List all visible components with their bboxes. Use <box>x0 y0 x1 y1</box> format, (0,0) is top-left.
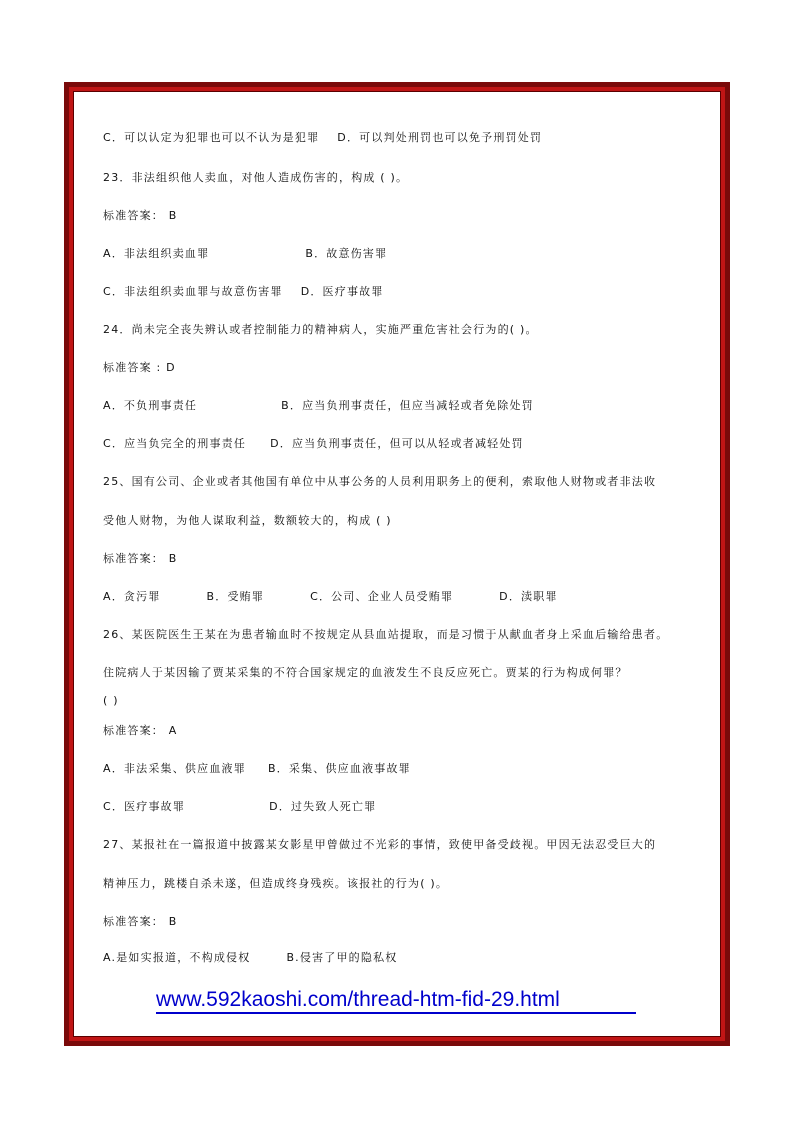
answer-27: 标准答案： B <box>103 915 178 928</box>
option-b: B．受贿罪 <box>206 590 265 603</box>
footer-link-underline <box>156 1012 636 1014</box>
option-b: B．故意伤害罪 <box>305 247 388 260</box>
option-b: B．采集、供应血液事故罪 <box>267 762 411 775</box>
option-c: C．应当负完全的刑事责任 <box>103 437 247 450</box>
option-d: D．渎职罪 <box>499 590 558 603</box>
question-24: 24．尚未完全丧失辨认或者控制能力的精神病人，实施严重危害社会行为的( )。 <box>103 323 538 336</box>
answer-23: 标准答案： B <box>103 209 178 222</box>
option-row <box>103 131 542 145</box>
option-d: D．应当负刑事责任，但可以从轻或者减轻处罚 <box>270 437 524 450</box>
option-d: D．过失致人死亡罪 <box>269 800 377 813</box>
option-row <box>103 399 534 413</box>
option-a: A.是如实报道，不构成侵权 <box>103 951 251 964</box>
question-23: 23．非法组织他人卖血，对他人造成伤害的，构成 ( )。 <box>103 171 409 184</box>
option-d: D．医疗事故罪 <box>300 285 384 298</box>
option-row <box>103 590 558 604</box>
question-27-line2: 精神压力，跳楼自杀未遂，但造成终身残疾。该报社的行为( )。 <box>103 877 449 890</box>
option-row <box>103 285 384 299</box>
question-27-line1: 27、某报社在一篇报道中披露某女影星甲曾做过不光彩的事情，致使甲备受歧视。甲因无法忍受巨大的 <box>103 838 657 851</box>
question-25-line2: 受他人财物，为他人谋取利益，数额较大的，构成 ( ) <box>103 514 392 527</box>
question-26-line2: 住院病人于某因输了贾某采集的不符合国家规定的血液发生不良反应死亡。贾某的行为构成何罪？ <box>103 666 628 679</box>
option-a: A．不负刑事责任 <box>103 399 198 412</box>
option-row <box>103 762 411 776</box>
question-26-line1: 26、某医院医生王某在为患者输血时不按规定从县血站提取，而是习惯于从献血者身上采血后输给患者。 <box>103 628 669 641</box>
question-25-line1: 25、国有公司、企业或者其他国有单位中从事公务的人员利用职务上的便利，索取他人财物或者非法收 <box>103 475 657 488</box>
answer-25: 标准答案： B <box>103 552 178 565</box>
option-row <box>103 437 524 451</box>
option-row <box>103 951 397 965</box>
option-a: A．非法组织卖血罪 <box>103 247 210 260</box>
option-b: B.侵害了甲的隐私权 <box>286 951 398 964</box>
option-row <box>103 247 387 261</box>
option-c: C．非法组织卖血罪与故意伤害罪 <box>103 285 283 298</box>
option-d: D．可以判处刑罚也可以免予刑罚处罚 <box>337 131 543 144</box>
answer-24: 标准答案 : D <box>103 361 176 374</box>
option-row <box>103 800 376 814</box>
option-b: B．应当负刑事责任，但应当减轻或者免除处罚 <box>281 399 534 412</box>
option-c: C．公司、企业人员受贿罪 <box>310 590 454 603</box>
question-26-line3: ( ) <box>103 694 119 707</box>
footer-link[interactable]: www.592kaoshi.com/thread-htm-fid-29.html <box>156 988 560 1011</box>
option-a: A．非法采集、供应血液罪 <box>103 762 246 775</box>
option-c: C．可以认定为犯罪也可以不认为是犯罪 <box>103 131 320 144</box>
answer-26: 标准答案： A <box>103 724 178 737</box>
option-c: C．医疗事故罪 <box>103 800 186 813</box>
option-a: A．贪污罪 <box>103 590 161 603</box>
